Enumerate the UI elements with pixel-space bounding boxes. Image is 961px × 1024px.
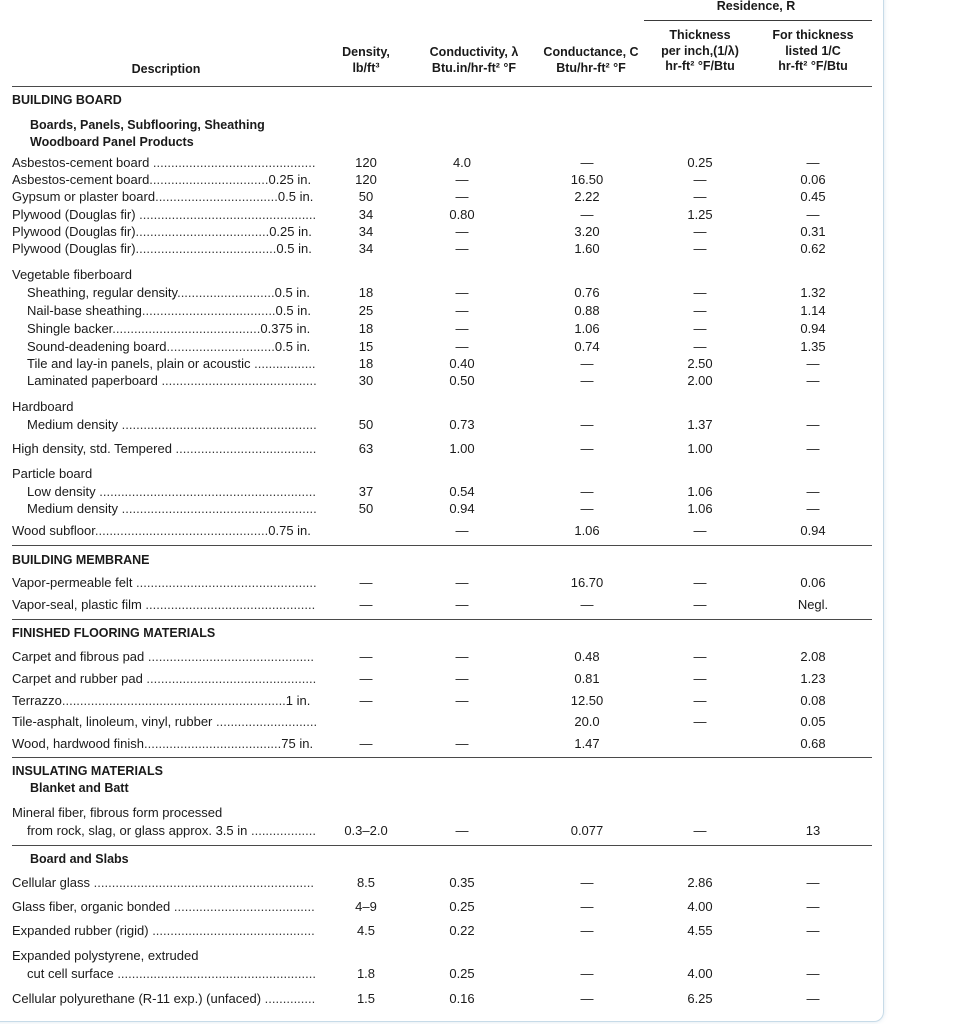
r-listed-cell: 0.31	[800, 224, 826, 239]
table-row	[12, 522, 872, 539]
table-row	[12, 898, 872, 915]
subsection-blanket-batt: Blanket and Batt	[30, 781, 129, 795]
r-per-inch-cell: 2.50	[687, 356, 713, 371]
thickness-header-line2: per inch,(1/λ)	[661, 43, 739, 58]
dot-leader: ............................	[212, 714, 318, 729]
for-thickness-header	[754, 28, 872, 75]
table-row	[12, 648, 872, 665]
conductance-cell: 0.81	[574, 671, 600, 686]
r-listed-cell: 0.94	[800, 321, 826, 336]
description-cell: Gypsum or plaster board..................................0.5 in.	[12, 189, 314, 204]
dot-leader: .....................................	[141, 303, 276, 318]
density-header-line1: Density,	[342, 45, 390, 59]
table-row	[12, 804, 872, 821]
r-per-inch-cell: 4.00	[687, 966, 713, 981]
r-listed-cell: —	[806, 356, 820, 371]
density-cell: —	[359, 736, 373, 751]
density-cell: 1.5	[356, 991, 376, 1006]
table-row	[12, 284, 872, 301]
conductance-header-line2: Btu/hr-ft² °F	[556, 60, 626, 75]
description-cell: Nail-base sheathing.....................................0.5 in.	[27, 303, 311, 318]
conductance-cell: 2.22	[574, 189, 600, 204]
description-cell: Mineral fiber, fibrous form processed	[12, 805, 223, 820]
description-cell: Carpet and fibrous pad ..............................................	[12, 649, 315, 664]
divider-insulating	[12, 757, 872, 758]
table-row	[12, 240, 872, 257]
dot-leader: .................................................	[135, 207, 317, 222]
description-cell: Medium density ......................................................	[27, 417, 317, 432]
density-cell: 4–9	[355, 899, 377, 914]
conductance-cell: 12.50	[570, 693, 604, 708]
description-cell: Asbestos-cement board .............................................	[12, 155, 316, 170]
r-per-inch-cell: 1.00	[687, 441, 713, 456]
description-cell: Shingle backer.........................................0.375 in.	[27, 321, 311, 336]
r-listed-cell: 1.35	[800, 339, 826, 354]
r-per-inch-cell: —	[693, 285, 707, 300]
density-cell: 18	[358, 285, 374, 300]
density-cell: 8.5	[356, 875, 376, 890]
description-cell: Wood subfloor................................................0.75 in.	[12, 523, 311, 538]
density-cell: —	[359, 597, 373, 612]
density-cell: 4.5	[356, 923, 376, 938]
table-row	[12, 965, 872, 982]
conductance-header-line1: Conductance, C	[543, 45, 639, 59]
conductivity-cell: —	[455, 671, 469, 686]
table-row	[12, 874, 872, 891]
conductivity-cell: —	[455, 693, 469, 708]
conductivity-cell: 0.80	[449, 207, 475, 222]
table-row	[12, 922, 872, 939]
conductivity-cell: 0.73	[449, 417, 475, 432]
conductivity-header-line1: Conductivity, λ	[429, 45, 519, 59]
description-cell: Expanded polystyrene, extruded	[12, 948, 199, 963]
conductivity-cell: 0.22	[449, 923, 475, 938]
table-row	[12, 338, 872, 355]
group-vegetable-fiberboard: Vegetable fiberboard	[12, 267, 132, 282]
r-per-inch-cell: —	[693, 172, 707, 187]
thickness-header-line1: Thickness	[669, 28, 731, 42]
description-cell: Low density ............................................................	[27, 484, 316, 499]
r-per-inch-cell: 0.25	[687, 155, 713, 170]
r-listed-cell: —	[806, 207, 820, 222]
description-cell: Expanded rubber (rigid) .............................................	[12, 923, 315, 938]
dot-leader: .................	[250, 356, 316, 371]
table-row	[12, 500, 872, 517]
dot-leader: .....................................	[135, 224, 270, 239]
table-row	[12, 990, 872, 1007]
r-per-inch-cell: —	[693, 339, 707, 354]
density-cell: 34	[358, 241, 374, 256]
r-listed-cell: —	[806, 417, 820, 432]
dot-leader: ................................................	[94, 523, 269, 538]
thickness-size: 0.5 in.	[277, 189, 314, 204]
density-header	[330, 45, 402, 76]
dot-leader: ......................................	[144, 736, 282, 751]
conductivity-cell: —	[455, 285, 469, 300]
conductivity-cell: 0.50	[449, 373, 475, 388]
table-row	[12, 692, 872, 709]
conductance-cell: —	[580, 501, 594, 516]
density-cell: 50	[358, 189, 374, 204]
section-insulating: INSULATING MATERIALS	[12, 764, 163, 778]
conductivity-cell: 1.00	[449, 441, 475, 456]
r-listed-cell: 1.23	[800, 671, 826, 686]
r-per-inch-cell: —	[693, 321, 707, 336]
dot-leader: .................................	[149, 172, 269, 187]
r-per-inch-cell: 2.00	[687, 373, 713, 388]
conductivity-cell: 0.40	[449, 356, 475, 371]
conductivity-cell: —	[455, 241, 469, 256]
table-row	[12, 171, 872, 188]
conductance-cell: 20.0	[574, 714, 600, 729]
description-cell: Asbestos-cement board.................................0.25 in.	[12, 172, 312, 187]
conductance-cell: —	[580, 966, 594, 981]
dot-leader: ...........................................	[157, 373, 317, 388]
conductivity-cell: 0.35	[449, 875, 475, 890]
r-per-inch-cell: —	[693, 523, 707, 538]
density-cell: 120	[355, 155, 377, 170]
dot-leader: ..............................................................	[61, 693, 286, 708]
conductance-cell: 16.50	[570, 172, 604, 187]
r-listed-cell: —	[806, 875, 820, 890]
table-row	[12, 947, 872, 964]
description-cell: from rock, slag, or glass approx. 3.5 in ..................	[27, 823, 316, 838]
density-cell: 30	[358, 373, 374, 388]
table-row	[12, 713, 872, 730]
dot-leader: .............................................	[148, 923, 315, 938]
group-hardboard: Hardboard	[12, 399, 74, 414]
r-per-inch-cell: 4.00	[687, 899, 713, 914]
conductance-cell: —	[580, 923, 594, 938]
table-row	[12, 302, 872, 319]
r-per-inch-cell: 1.06	[687, 484, 713, 499]
table-header	[12, 0, 872, 87]
r-listed-cell: Negl.	[797, 597, 829, 612]
description-cell: cut cell surface .......................................................	[27, 966, 316, 981]
r-per-inch-cell: —	[693, 241, 707, 256]
conductance-header	[532, 45, 650, 76]
table-row	[12, 440, 872, 457]
conductivity-header	[410, 45, 538, 76]
r-per-inch-cell: —	[693, 823, 707, 838]
table-row	[12, 416, 872, 433]
density-cell: —	[359, 671, 373, 686]
dot-leader: ..................	[247, 823, 316, 838]
thickness-size: 0.75 in.	[268, 523, 311, 538]
density-cell: 50	[358, 417, 374, 432]
description-cell: Sound-deadening board..............................0.5 in.	[27, 339, 311, 354]
table-row	[12, 596, 872, 613]
conductance-cell: 1.47	[574, 736, 600, 751]
r-listed-cell: —	[806, 899, 820, 914]
description-cell: Vapor-permeable felt ..................................................	[12, 575, 317, 590]
density-cell: —	[359, 575, 373, 590]
dot-leader: ............................................................	[95, 484, 316, 499]
dot-leader: .......................................	[170, 899, 315, 914]
section-building-membrane: BUILDING MEMBRANE	[12, 553, 150, 567]
r-listed-cell: —	[806, 441, 820, 456]
density-cell: 34	[358, 224, 374, 239]
r-listed-cell: 0.08	[800, 693, 826, 708]
conductance-cell: 1.06	[574, 523, 600, 538]
conductance-cell: 0.76	[574, 285, 600, 300]
description-header: Description	[131, 62, 201, 76]
conductivity-cell: —	[455, 172, 469, 187]
density-cell: 120	[355, 172, 377, 187]
density-cell: —	[359, 649, 373, 664]
r-listed-cell: —	[806, 484, 820, 499]
description-cell: Sheathing, regular density...........................0.5 in.	[27, 285, 311, 300]
thickness-size: 0.375 in.	[260, 321, 311, 336]
r-listed-cell: 13	[805, 823, 821, 838]
conductance-cell: 16.70	[570, 575, 604, 590]
divider-board-slabs	[12, 845, 872, 846]
r-listed-cell: —	[806, 991, 820, 1006]
r-listed-cell: 1.14	[800, 303, 826, 318]
conductivity-cell: —	[455, 303, 469, 318]
description-cell: Laminated paperboard ...........................................	[27, 373, 317, 388]
dot-leader: ..................................	[155, 189, 278, 204]
dot-leader: .............................................	[149, 155, 316, 170]
thickness-per-inch-header	[640, 28, 760, 75]
r-listed-cell: 1.32	[800, 285, 826, 300]
conductivity-cell: 0.25	[449, 966, 475, 981]
density-cell: 63	[358, 441, 374, 456]
conductance-cell: —	[580, 597, 594, 612]
conductivity-cell: —	[455, 189, 469, 204]
conductivity-cell: —	[455, 575, 469, 590]
dot-leader: .......................................	[171, 441, 317, 456]
conductivity-header-line2: Btu.in/hr-ft² °F	[431, 60, 517, 75]
dot-leader: ..................................................	[132, 575, 317, 590]
conductivity-cell: 4.0	[452, 155, 472, 170]
r-listed-cell: 0.06	[800, 575, 826, 590]
conductivity-cell: —	[455, 649, 469, 664]
conductance-cell: 3.20	[574, 224, 600, 239]
r-per-inch-cell: 1.37	[687, 417, 713, 432]
density-cell: 1.8	[356, 966, 376, 981]
dot-leader: ..............................................	[144, 649, 315, 664]
r-listed-cell: 0.94	[800, 523, 826, 538]
conductance-cell: —	[580, 441, 594, 456]
r-per-inch-cell: 1.06	[687, 501, 713, 516]
r-listed-cell: 0.05	[800, 714, 826, 729]
for-thickness-header-line2: listed 1/C	[785, 43, 841, 58]
description-cell: Terrazzo..............................................................1 in.	[12, 693, 311, 708]
r-listed-cell: 0.45	[800, 189, 826, 204]
r-per-inch-cell: 4.55	[687, 923, 713, 938]
conductance-cell: —	[580, 417, 594, 432]
table-row	[12, 483, 872, 500]
subsection-boards-line1: Boards, Panels, Subflooring, Sheathing	[30, 118, 265, 132]
thickness-size: 0.5 in.	[274, 339, 311, 354]
density-cell: —	[359, 693, 373, 708]
r-per-inch-cell: —	[693, 597, 707, 612]
dot-leader: ..............................	[166, 339, 275, 354]
r-per-inch-cell: —	[693, 693, 707, 708]
conductance-cell: —	[580, 207, 594, 222]
conductance-cell: 0.88	[574, 303, 600, 318]
dot-leader: ...........................	[177, 285, 275, 300]
r-listed-cell: —	[806, 966, 820, 981]
thickness-size: 1 in.	[285, 693, 311, 708]
description-cell: Medium density ......................................................	[27, 501, 317, 516]
table-row	[12, 574, 872, 591]
thickness-size: 0.25 in.	[268, 172, 312, 187]
thickness-size: 0.25 in.	[269, 224, 312, 239]
conductance-cell: 0.077	[570, 823, 604, 838]
table-row	[12, 670, 872, 687]
table-row	[12, 735, 872, 752]
density-header-line2: lb/ft³	[352, 60, 380, 75]
density-cell: 34	[358, 207, 374, 222]
r-per-inch-cell: —	[693, 224, 707, 239]
conductivity-cell: —	[455, 597, 469, 612]
dot-leader: ...............................................	[142, 671, 317, 686]
group-particle-board: Particle board	[12, 466, 93, 481]
r-per-inch-cell: —	[693, 671, 707, 686]
dot-leader: .........................................	[112, 321, 261, 336]
description-cell: Vapor-seal, plastic film ...............................................	[12, 597, 316, 612]
description-cell: Glass fiber, organic bonded .......................................	[12, 899, 315, 914]
r-listed-cell: 0.62	[800, 241, 826, 256]
conductance-cell: —	[580, 484, 594, 499]
conductance-cell: 1.06	[574, 321, 600, 336]
conductance-cell: 1.60	[574, 241, 600, 256]
conductivity-cell: 0.25	[449, 899, 475, 914]
dot-leader: .............................................................	[90, 875, 314, 890]
conductivity-cell: 0.94	[449, 501, 475, 516]
conductivity-cell: —	[455, 523, 469, 538]
table-row	[12, 154, 872, 171]
divider-flooring	[12, 619, 872, 620]
r-listed-cell: —	[806, 373, 820, 388]
section-finished-flooring: FINISHED FLOORING MATERIALS	[12, 626, 216, 640]
subsection-board-slabs: Board and Slabs	[30, 852, 129, 866]
table-row	[12, 355, 872, 372]
r-listed-cell: —	[806, 155, 820, 170]
description-cell: Cellular glass .............................................................	[12, 875, 314, 890]
density-cell: 18	[358, 321, 374, 336]
density-cell: 37	[358, 484, 374, 499]
conductance-cell: —	[580, 875, 594, 890]
dot-leader: .......................................................	[113, 966, 316, 981]
description-cell: High density, std. Tempered .......................................	[12, 441, 317, 456]
dot-leader: ..............	[261, 991, 316, 1006]
dot-leader: ......................................................	[118, 417, 317, 432]
table-row	[12, 372, 872, 389]
r-per-inch-cell: —	[693, 575, 707, 590]
thickness-size: 75 in.	[281, 736, 314, 751]
thickness-header-line3: hr-ft² °F/Btu	[665, 59, 735, 73]
description-cell: Carpet and rubber pad ...............................................	[12, 671, 317, 686]
r-listed-cell: 0.68	[800, 736, 826, 751]
conductance-cell: —	[580, 991, 594, 1006]
density-cell: 0.3–2.0	[344, 823, 388, 838]
description-cell: Plywood (Douglas fir).......................................0.5 in.	[12, 241, 312, 256]
density-cell: 18	[358, 356, 374, 371]
description-cell: Plywood (Douglas fir) .................................................	[12, 207, 317, 222]
conductance-cell: 0.74	[574, 339, 600, 354]
for-thickness-header-line3: hr-ft² °F/Btu	[778, 59, 848, 73]
description-cell: Tile-asphalt, linoleum, vinyl, rubber ............................	[12, 714, 318, 729]
table-row	[12, 223, 872, 240]
conductance-cell: —	[580, 373, 594, 388]
conductance-cell: —	[580, 155, 594, 170]
thickness-size: 0.5 in.	[274, 285, 311, 300]
r-per-inch-cell: 2.86	[687, 875, 713, 890]
resistance-group-rule	[644, 20, 872, 21]
description-cell: Cellular polyurethane (R-11 exp.) (unfaced) ..............	[12, 991, 316, 1006]
conductivity-cell: —	[455, 823, 469, 838]
conductivity-cell: —	[455, 736, 469, 751]
table-row	[12, 206, 872, 223]
resistance-group-header: Residence, R	[716, 0, 796, 13]
thickness-size: 0.5 in.	[276, 241, 312, 256]
conductivity-cell: —	[455, 224, 469, 239]
r-listed-cell: 2.08	[800, 649, 826, 664]
r-listed-cell: 0.06	[800, 172, 826, 187]
subsection-boards-line2: Woodboard Panel Products	[30, 135, 194, 149]
conductivity-cell: 0.54	[449, 484, 475, 499]
conductivity-cell: 0.16	[449, 991, 475, 1006]
divider-membrane	[12, 545, 872, 546]
table-row	[12, 320, 872, 337]
header-divider	[12, 86, 872, 87]
description-cell: Tile and lay-in panels, plain or acoustic .................	[27, 356, 316, 371]
table-row	[12, 822, 872, 839]
conductivity-cell: —	[455, 321, 469, 336]
section-building-board: BUILDING BOARD	[12, 93, 122, 107]
table-row	[12, 188, 872, 205]
r-per-inch-cell: 6.25	[687, 991, 713, 1006]
conductance-cell: —	[580, 899, 594, 914]
dot-leader: .......................................	[135, 241, 277, 256]
for-thickness-header-line1: For thickness	[772, 28, 854, 42]
conductivity-cell: —	[455, 339, 469, 354]
description-cell: Plywood (Douglas fir).....................................0.25 in.	[12, 224, 312, 239]
description-cell: Wood, hardwood finish......................................75 in.	[12, 736, 314, 751]
thickness-size: 0.5 in.	[275, 303, 311, 318]
dot-leader: ......................................................	[118, 501, 317, 516]
conductance-cell: 0.48	[574, 649, 600, 664]
density-cell: 50	[358, 501, 374, 516]
conductance-cell: —	[580, 356, 594, 371]
r-per-inch-cell: —	[693, 303, 707, 318]
r-listed-cell: —	[806, 923, 820, 938]
r-per-inch-cell: —	[693, 649, 707, 664]
r-per-inch-cell: —	[693, 189, 707, 204]
density-cell: 25	[358, 303, 374, 318]
dot-leader: ...............................................	[141, 597, 316, 612]
r-listed-cell: —	[806, 501, 820, 516]
r-per-inch-cell: 1.25	[687, 207, 713, 222]
r-per-inch-cell: —	[693, 714, 707, 729]
density-cell: 15	[358, 339, 374, 354]
